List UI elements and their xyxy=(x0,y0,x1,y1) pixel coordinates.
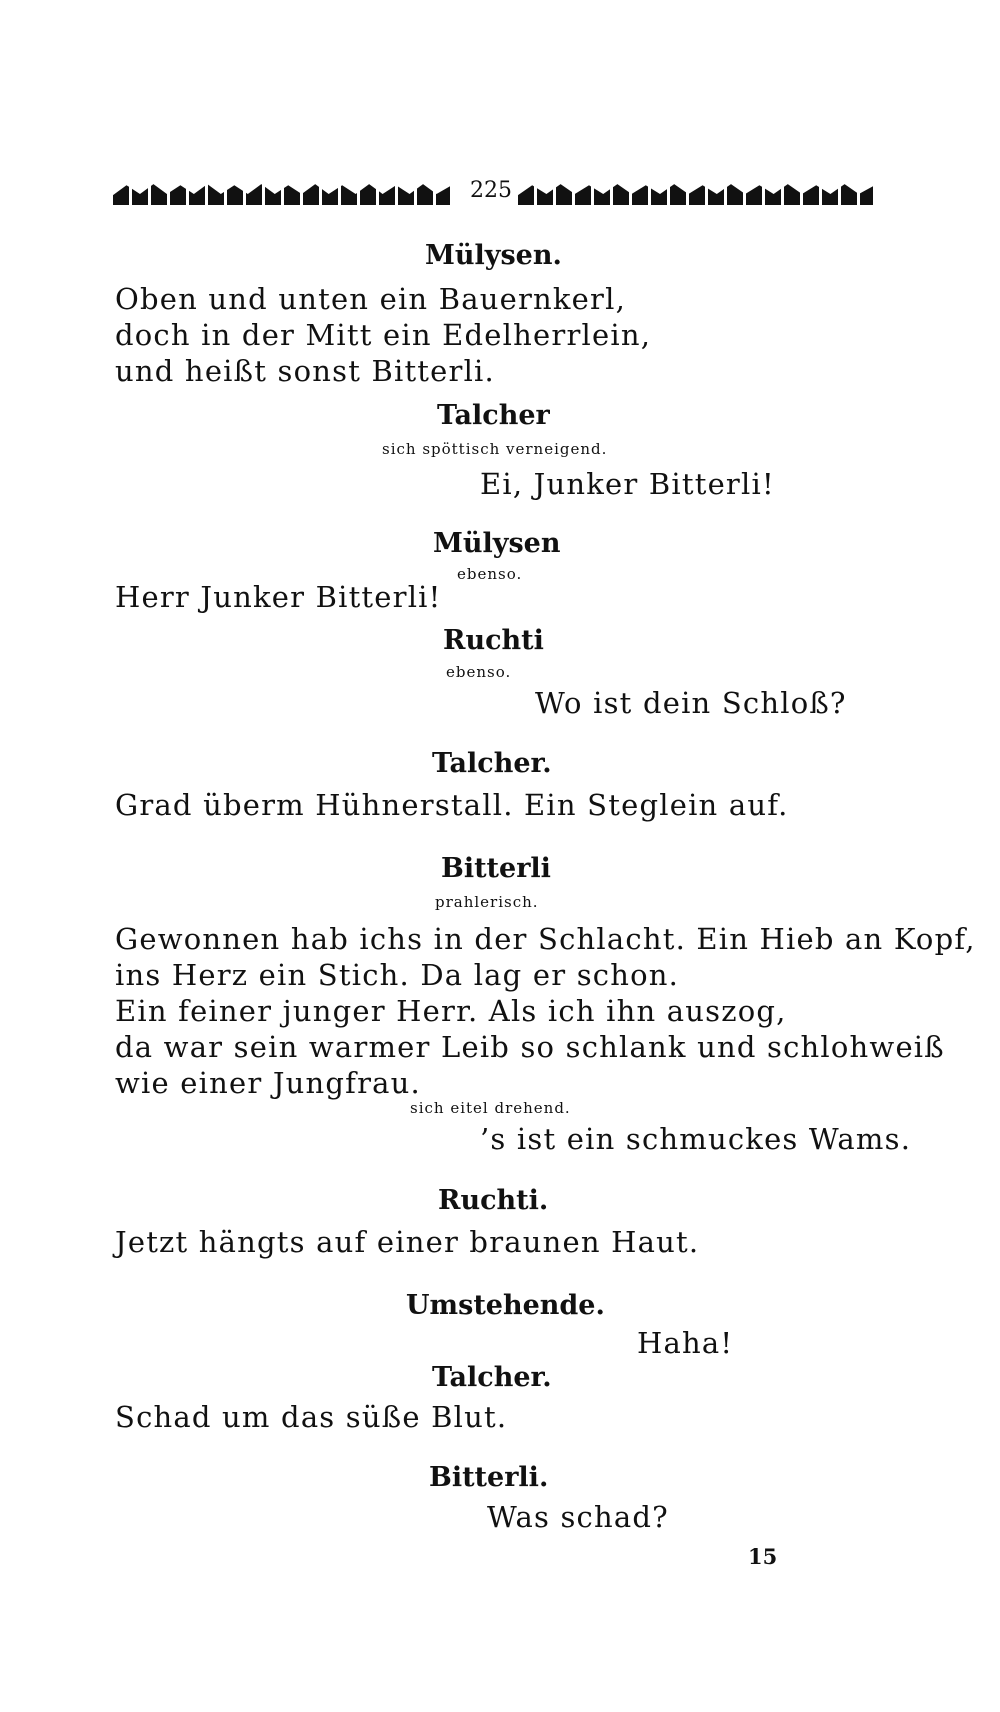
verse-line: Jetzt hängts auf einer braunen Haut. xyxy=(115,1225,700,1259)
verse-line: Oben und unten ein Bauernkerl, xyxy=(115,282,627,316)
verse-line: ’s ist ein schmuckes Wams. xyxy=(480,1122,912,1156)
verse-line: Grad überm Hühnerstall. Ein Steglein auf. xyxy=(115,788,789,822)
verse-line: da war sein warmer Leib so schlank und schlohweiß xyxy=(115,1030,945,1064)
speaker-name: Umstehende. xyxy=(406,1290,605,1321)
verse-line: Haha! xyxy=(637,1326,734,1360)
verse-line: und heißt sonst Bitterli. xyxy=(115,354,495,388)
page-number: 225 xyxy=(470,178,512,203)
verse-line: Ei, Junker Bitterli! xyxy=(480,467,775,501)
verse-line: Was schad? xyxy=(487,1500,669,1534)
verse-line: Schad um das süße Blut. xyxy=(115,1400,508,1434)
verse-line: Herr Junker Bitterli! xyxy=(115,580,442,614)
speaker-name: Bitterli. xyxy=(429,1462,549,1493)
speaker-name: Ruchti. xyxy=(438,1185,549,1216)
stage-direction: prahlerisch. xyxy=(435,893,539,911)
verse-line: Gewonnen hab ichs in der Schlacht. Ein Hieb an Kopf, xyxy=(115,922,976,956)
verse-line: Wo ist dein Schloß? xyxy=(535,686,847,720)
verse-line: wie einer Jungfrau. xyxy=(115,1066,421,1100)
speaker-name: Talcher. xyxy=(432,748,552,779)
verse-line: doch in der Mitt ein Edelherrlein, xyxy=(115,318,652,352)
header-ornament-right xyxy=(518,183,873,205)
speaker-name: Talcher xyxy=(437,400,550,431)
speaker-name: Bitterli xyxy=(441,853,551,884)
stage-direction: ebenso. xyxy=(446,663,512,681)
verse-line: Ein feiner junger Herr. Als ich ihn auszog, xyxy=(115,994,787,1028)
speaker-name: Mülysen. xyxy=(425,240,562,271)
speaker-name: Mülysen xyxy=(433,528,561,559)
stage-direction: sich spöttisch verneigend. xyxy=(382,440,608,458)
signature-mark: 15 xyxy=(748,1544,778,1569)
verse-line: ins Herz ein Stich. Da lag er schon. xyxy=(115,958,680,992)
header-ornament-left xyxy=(113,183,450,205)
speaker-name: Ruchti xyxy=(443,625,544,656)
stage-direction: sich eitel drehend. xyxy=(410,1099,571,1117)
stage-direction: ebenso. xyxy=(457,565,523,583)
speaker-name: Talcher. xyxy=(432,1362,552,1393)
